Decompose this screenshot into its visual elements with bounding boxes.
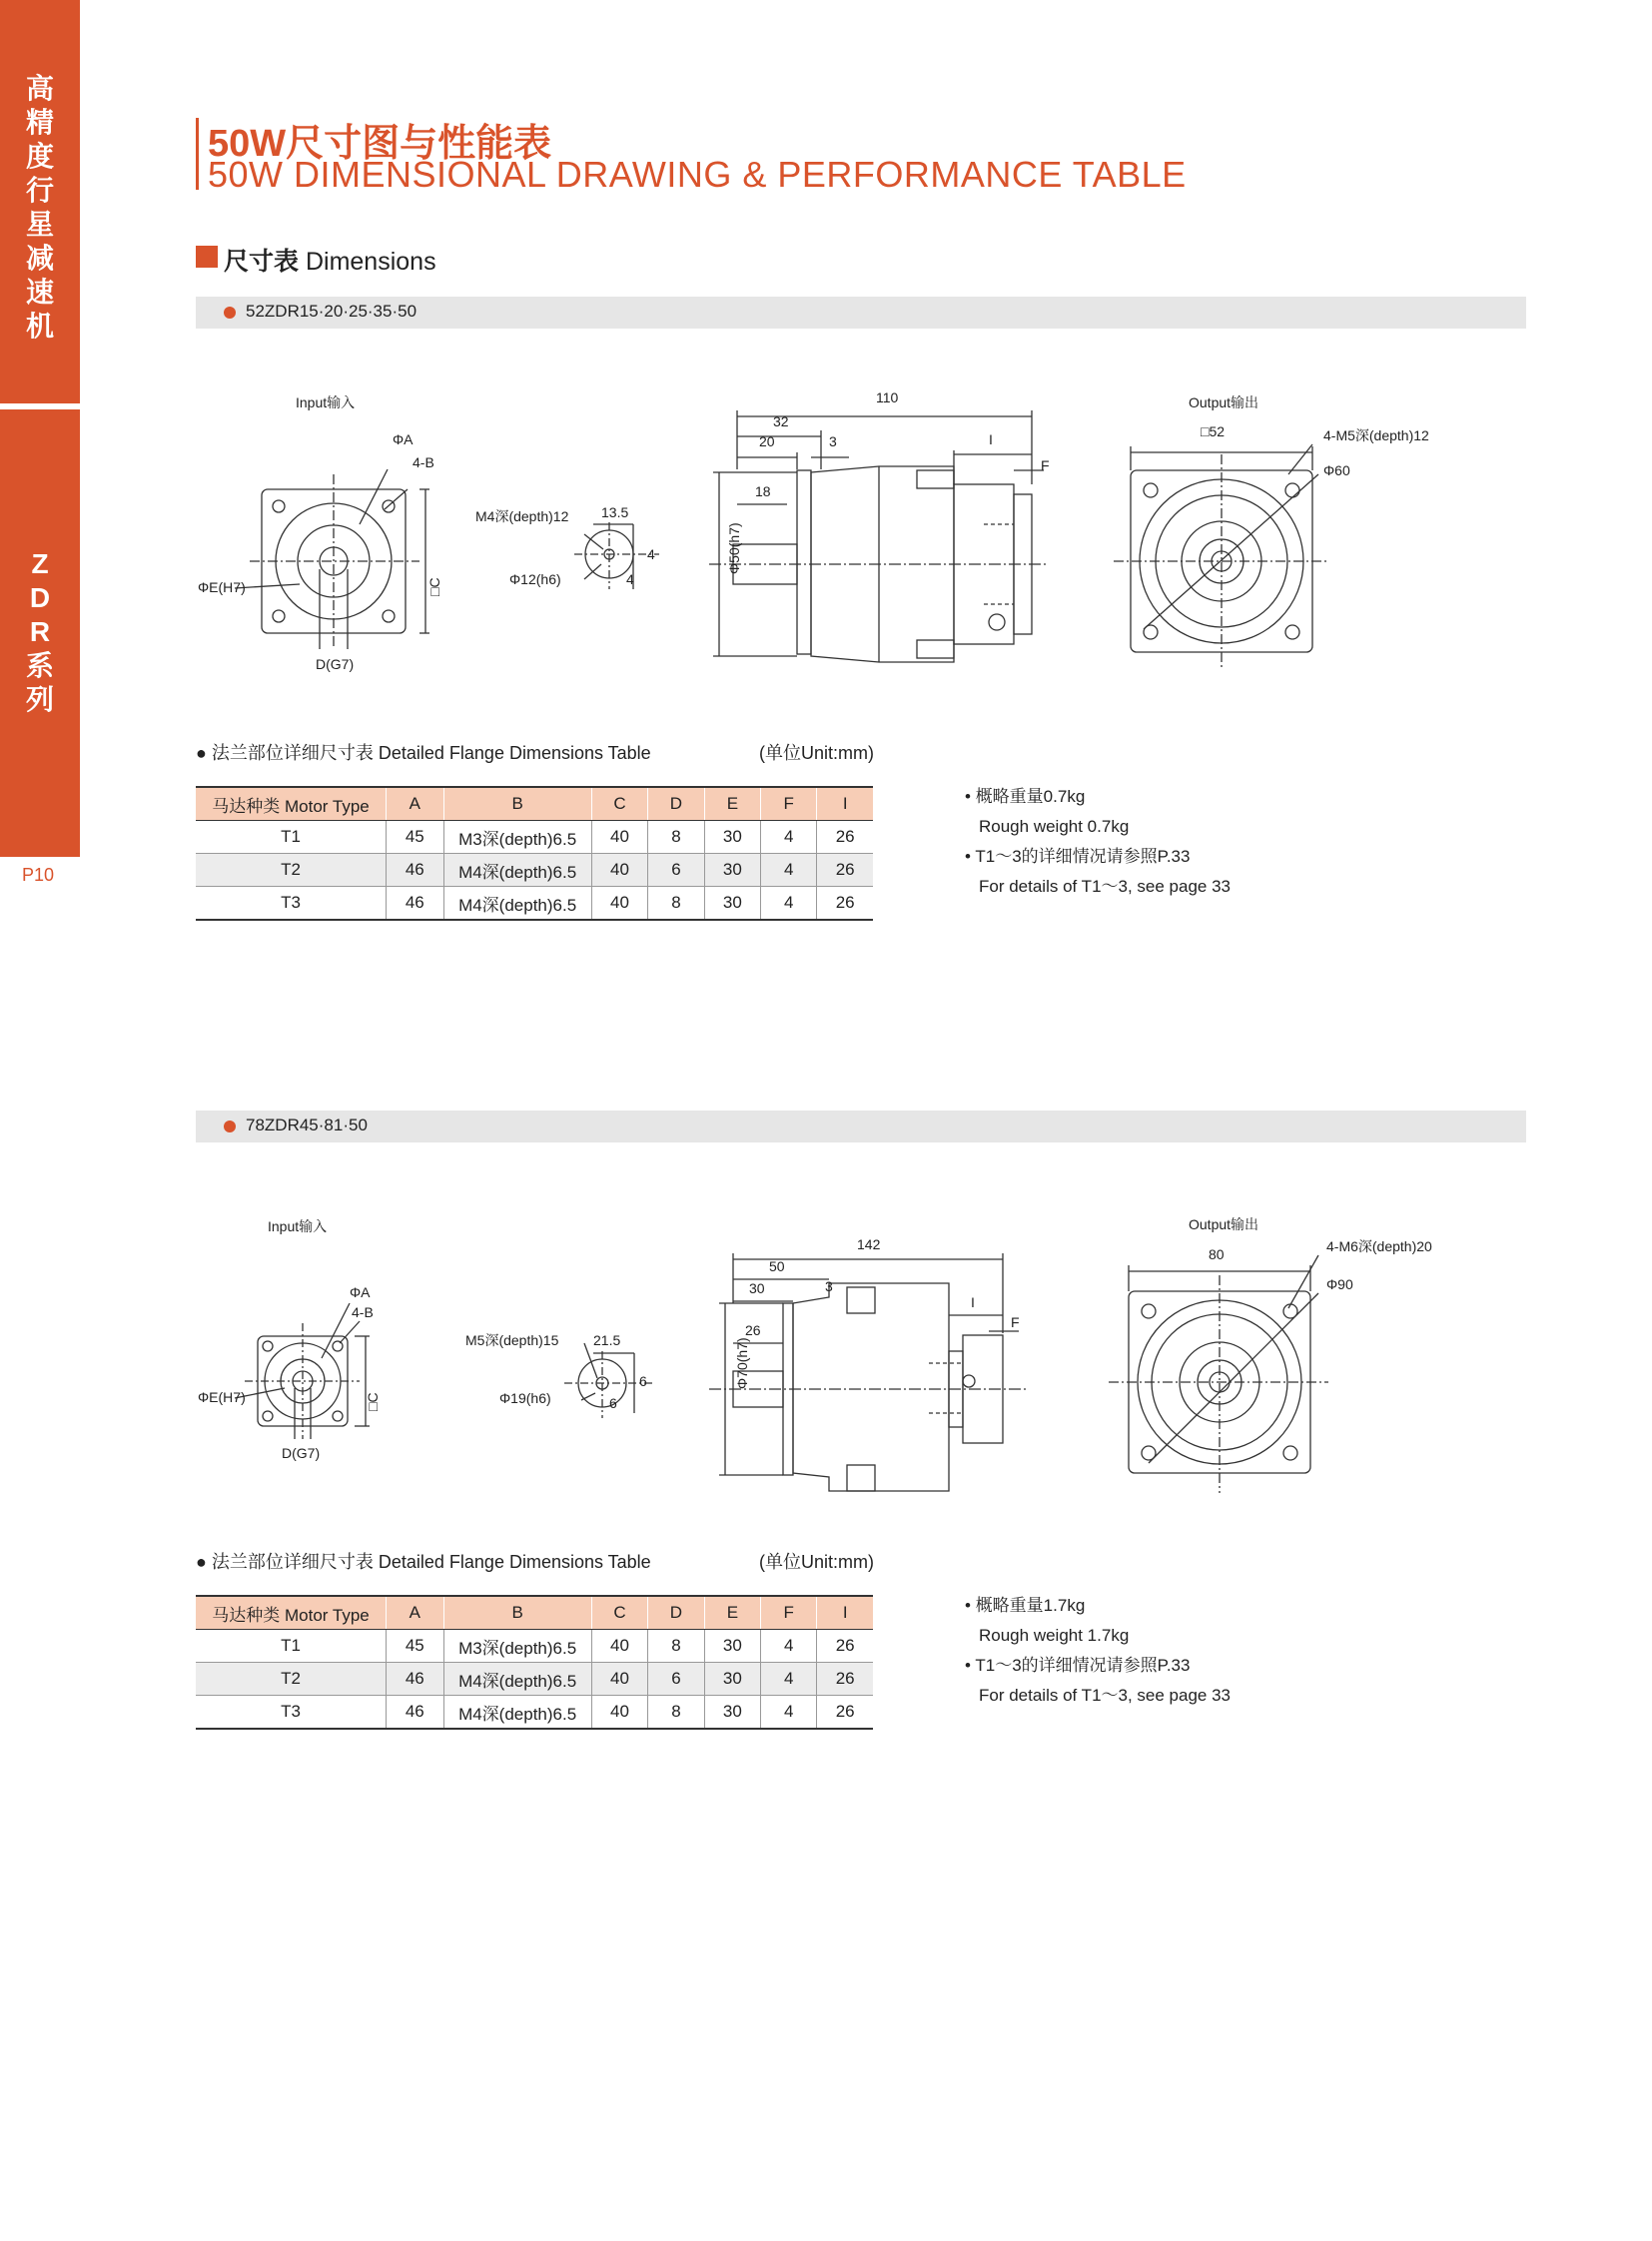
table-cell: T2: [196, 854, 387, 887]
output-label: Output输出: [1189, 394, 1259, 410]
table-cell: 26: [817, 887, 873, 921]
title-accent-bar: [196, 118, 199, 190]
table-row: [196, 854, 873, 887]
note-weight-en: Rough weight 0.7kg: [979, 817, 1130, 836]
table-cell: 26: [817, 821, 873, 854]
table-cell: 26: [817, 854, 873, 887]
dim-total: 142: [857, 1236, 881, 1252]
shaft-phi: Φ12(h6): [509, 571, 561, 587]
table-cell: 40: [591, 854, 648, 887]
table-cell: M3深(depth)6.5: [443, 821, 591, 854]
dim-18: 18: [755, 483, 771, 499]
note-weight-en: Rough weight 1.7kg: [979, 1626, 1130, 1645]
table-cell: 4: [761, 1630, 817, 1663]
table-cell: 30: [704, 821, 761, 854]
table-cell: T1: [196, 821, 387, 854]
table-row: [196, 1630, 873, 1663]
dim-phiE: ΦE(H7): [198, 579, 246, 595]
note-weight-cn: • 概略重量0.7kg: [965, 787, 1086, 806]
dim-phiA: ΦA: [350, 1284, 371, 1300]
bullet-dot-icon: [224, 307, 236, 319]
table-cell: 45: [387, 1630, 444, 1663]
flange-table-title: ● 法兰部位详细尺寸表 Detailed Flange Dimensions Table: [196, 1552, 651, 1572]
table-row: [196, 887, 873, 921]
note-details-en: For details of T1～3, see page 33: [979, 877, 1232, 896]
note-text: T1～3的详细情况请参照P.33: [975, 847, 1191, 866]
dim-20: 20: [759, 433, 775, 449]
table-cell: 26: [817, 1696, 873, 1730]
note-details-cn: • T1～3的详细情况请参照P.33: [965, 1656, 1191, 1675]
table-cell: 8: [648, 887, 704, 921]
table-cell: 8: [648, 1630, 704, 1663]
flange-table-title: ● 法兰部位详细尺寸表 Detailed Flange Dimensions Table: [196, 743, 651, 763]
shaft-phi: Φ19(h6): [499, 1390, 551, 1406]
output-sq: 80: [1209, 1246, 1225, 1262]
dim-3: 3: [829, 433, 837, 449]
table-cell: 8: [648, 821, 704, 854]
output-holes: 4-M6深(depth)20: [1326, 1238, 1432, 1254]
sidebar-char: 机: [25, 311, 54, 342]
sidebar-char: 星: [25, 209, 54, 240]
sidebar-char: 列: [25, 684, 54, 715]
table-cell: 40: [591, 1696, 648, 1730]
table-cell: M4深(depth)6.5: [443, 887, 591, 921]
sidebar-char: 行: [25, 175, 54, 206]
col-header: E: [704, 1596, 761, 1630]
table-header-row: [196, 787, 873, 821]
flange-table: [196, 1595, 873, 1730]
sidebar-title: [0, 72, 80, 344]
table-cell: M3深(depth)6.5: [443, 1630, 591, 1663]
shaft-tap: M5深(depth)15: [465, 1332, 559, 1348]
table-cell: 30: [704, 1630, 761, 1663]
flange-table: [196, 786, 873, 921]
table-cell: 46: [387, 887, 444, 921]
col-header: C: [591, 1596, 648, 1630]
table-cell: 46: [387, 854, 444, 887]
col-header: C: [591, 787, 648, 821]
sidebar-rule: [0, 856, 80, 857]
table-cell: 6: [648, 1663, 704, 1696]
section-title: [224, 242, 436, 278]
table-row: [196, 1696, 873, 1730]
dimension-drawing-1: [190, 374, 1538, 684]
model-bar: [196, 297, 1526, 329]
table-cell: T2: [196, 1663, 387, 1696]
table-cell: 30: [704, 1696, 761, 1730]
section-title-en: Dimensions: [305, 248, 436, 276]
dim-D: D(G7): [316, 656, 355, 672]
flange-table-title-text: 法兰部位详细尺寸表 Detailed Flange Dimensions Table: [211, 1552, 651, 1572]
shaft-k2: 6: [609, 1395, 617, 1411]
note-details-en: For details of T1～3, see page 33: [979, 1686, 1232, 1705]
col-header: D: [648, 1596, 704, 1630]
dim-3: 3: [825, 1278, 833, 1294]
section-title-cn: 尺寸表: [224, 248, 300, 276]
table-cell: 4: [761, 887, 817, 921]
input-label: Input输入: [268, 1218, 328, 1234]
model-bar: [196, 1111, 1526, 1142]
input-label: Input输入: [296, 394, 356, 410]
page-title-cn: 50W尺寸图与性能表: [208, 123, 552, 165]
unit-label: (单位Unit:mm): [759, 1552, 874, 1572]
sidebar-char: D: [29, 582, 51, 613]
sidebar-separator: [0, 403, 80, 409]
model-name: 78ZDR45·81·50: [246, 1116, 368, 1134]
shaft-width: 21.5: [593, 1332, 621, 1348]
table-cell: 30: [704, 854, 761, 887]
table-cell: 6: [648, 854, 704, 887]
flange-table-title-text: 法兰部位详细尺寸表 Detailed Flange Dimensions Table: [211, 743, 651, 763]
table-cell: 40: [591, 1630, 648, 1663]
shaft-k2: 4: [626, 571, 634, 587]
table-cell: T1: [196, 1630, 387, 1663]
shaft-k1: 4: [647, 546, 655, 562]
sidebar-char: Z: [31, 548, 49, 579]
col-header: B: [443, 1596, 591, 1630]
unit-label: (单位Unit:mm): [759, 743, 874, 763]
col-header: 马达种类 Motor Type: [196, 787, 387, 821]
dim-phi-shaft: Φ50(h7): [726, 522, 742, 574]
table-cell: T3: [196, 887, 387, 921]
sidebar: [0, 0, 80, 856]
table-cell: 4: [761, 1696, 817, 1730]
dim-F: F: [1011, 1314, 1020, 1330]
table-cell: 40: [591, 821, 648, 854]
dim-phiE: ΦE(H7): [198, 1389, 246, 1405]
shaft-k1: 6: [639, 1373, 647, 1389]
table-row: [196, 1663, 873, 1696]
note-text: T1～3的详细情况请参照P.33: [975, 1656, 1191, 1675]
table-cell: M4深(depth)6.5: [443, 854, 591, 887]
output-phi: Φ60: [1323, 462, 1350, 478]
sidebar-char: 减: [25, 243, 54, 274]
table-cell: 40: [591, 887, 648, 921]
output-sq: □52: [1201, 423, 1226, 439]
dimension-drawing-2: [190, 1203, 1538, 1503]
notes: [965, 782, 1231, 902]
table-cell: 46: [387, 1696, 444, 1730]
dim-F: F: [1041, 457, 1050, 473]
table-cell: M4深(depth)6.5: [443, 1696, 591, 1730]
col-header: I: [817, 787, 873, 821]
table-cell: 45: [387, 821, 444, 854]
dim-I: I: [971, 1294, 975, 1310]
shaft-tap: M4深(depth)12: [475, 508, 569, 524]
dim-26: 26: [745, 1322, 761, 1338]
dim-4B: 4-B: [413, 454, 434, 470]
table-cell: M4深(depth)6.5: [443, 1663, 591, 1696]
col-header: A: [387, 1596, 444, 1630]
col-header: I: [817, 1596, 873, 1630]
sidebar-char: R: [29, 616, 51, 647]
table-cell: 4: [761, 1663, 817, 1696]
dim-I: I: [989, 431, 993, 447]
col-header: A: [387, 787, 444, 821]
sidebar-char: 精: [25, 107, 54, 138]
table-cell: 8: [648, 1696, 704, 1730]
col-header: E: [704, 787, 761, 821]
col-header: 马达种类 Motor Type: [196, 1596, 387, 1630]
sidebar-char: 系: [25, 650, 54, 681]
table-cell: 30: [704, 1663, 761, 1696]
dim-32: 32: [773, 413, 789, 429]
section-square-icon: [196, 246, 218, 268]
dim-phiA: ΦA: [393, 431, 413, 447]
col-header: D: [648, 787, 704, 821]
table-cell: 4: [761, 821, 817, 854]
table-cell: T3: [196, 1696, 387, 1730]
sidebar-char: 度: [25, 141, 54, 172]
shaft-width: 13.5: [601, 504, 629, 520]
model-name: 52ZDR15·20·25·35·50: [246, 302, 417, 321]
dim-D: D(G7): [282, 1445, 321, 1461]
note-text: 概略重量0.7kg: [975, 787, 1086, 806]
table-header-row: [196, 1596, 873, 1630]
dim-sqC: □C: [426, 577, 442, 596]
col-header: F: [761, 787, 817, 821]
table-cell: 4: [761, 854, 817, 887]
table-cell: 46: [387, 1663, 444, 1696]
dim-phi-shaft: Φ70(h7): [734, 1337, 750, 1389]
output-label: Output输出: [1189, 1216, 1259, 1232]
sidebar-char: 速: [25, 277, 54, 308]
page-title-en: 50W DIMENSIONAL DRAWING & PERFORMANCE TABLE: [208, 154, 1187, 195]
note-text: 概略重量1.7kg: [975, 1596, 1086, 1615]
output-holes: 4-M5深(depth)12: [1323, 427, 1429, 443]
output-phi: Φ90: [1326, 1276, 1353, 1292]
table-cell: 40: [591, 1663, 648, 1696]
col-header: B: [443, 787, 591, 821]
notes: [965, 1591, 1231, 1711]
note-details-cn: • T1～3的详细情况请参照P.33: [965, 847, 1191, 866]
sidebar-series: [0, 547, 80, 717]
col-header: F: [761, 1596, 817, 1630]
note-weight-cn: • 概略重量1.7kg: [965, 1596, 1086, 1615]
table-row: [196, 821, 873, 854]
dim-50: 50: [769, 1258, 785, 1274]
dim-sqC: □C: [365, 1392, 381, 1411]
table-cell: 30: [704, 887, 761, 921]
dim-4B: 4-B: [352, 1304, 374, 1320]
dim-30: 30: [749, 1280, 765, 1296]
bullet-dot-icon: [224, 1120, 236, 1132]
table-cell: 26: [817, 1663, 873, 1696]
sidebar-char: 高: [25, 73, 54, 104]
table-cell: 26: [817, 1630, 873, 1663]
page-number: P10: [22, 865, 55, 885]
dim-total: 110: [876, 389, 899, 405]
